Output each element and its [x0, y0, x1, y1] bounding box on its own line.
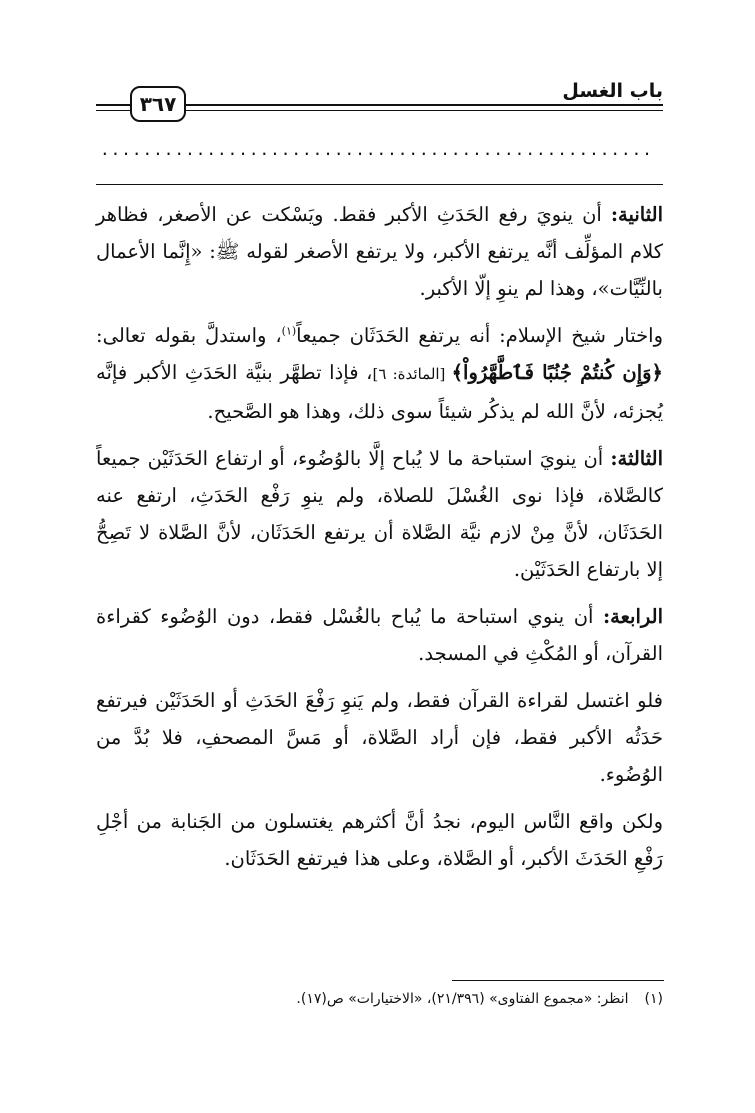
- footnote-item: [96, 988, 663, 1010]
- paragraph-text: أن ينويَ استباحة ما لا يُباح إلَّا بالوُضُوء، أو ارتفاع الحَدَثَيْن جميعاً كالصَّلاة، فإذا نوى الغُسْلَ للصلاة، ولم ينوِ رَفْع الحَدَثِ، ارتفع عنه الحَدَثَان، لأنَّ مِنْ لازم نيَّة الصَّلاة أن يرتفع الحَدَثَان، لأنَّ الصَّلاة لا تَصِحُّ إلا بارتفاع الحَدَثَيْن.: [96, 447, 663, 581]
- section-dots: ....................................................: [100, 140, 653, 159]
- footnote-rule: [452, 980, 664, 981]
- page-number: ٣٦٧: [130, 86, 186, 122]
- header-rule-right-thin: [186, 110, 663, 111]
- main-text: [96, 196, 663, 887]
- paragraph-quran-reading: [96, 682, 663, 793]
- header-rule-left: [96, 104, 130, 106]
- paragraph-lead: الرابعة:: [602, 605, 663, 628]
- paragraph-text: ، فإذا تطهَّر بنيَّة الحَدَثِ الأكبر فإنَّه يُجزئه، لأنَّ الله لم يذكُر شيئاً سوى ذلك، وهذا هو الصَّحيح.: [96, 361, 663, 423]
- paragraph-text: أن ينوي استباحة ما يُباح بالغُسْل فقط، دون الوُضُوء كقراءة القرآن، أو المُكْثِ في المسجد.: [96, 605, 663, 665]
- header-rule-left-thin: [96, 110, 130, 111]
- paragraph-text: فلو اغتسل لقراءة القرآن فقط، ولم يَنوِ رَفْعَ الحَدَثِ أو الحَدَثَيْن فيرتفع حَدَثُه الأكبر فقط، فإن أراد الصَّلاة، أو مَسَّ المصحفِ، فلا بُدَّ من الوُضُوء.: [96, 689, 663, 786]
- paragraph-sheikh-opinion: [96, 317, 663, 430]
- paragraph-second-case: [96, 196, 663, 307]
- paragraph-text: ولكن واقع النَّاس اليوم، نجدُ أنَّ أكثرهم يغتسلون من الجَنابة من أجْلِ رَفْعِ الحَدَثَ الأكبر، أو الصَّلاة، وعلى هذا فيرتفع الحَدَثَان.: [96, 810, 663, 870]
- section-divider: [96, 184, 663, 185]
- paragraph-lead: الثانية:: [610, 203, 663, 226]
- paragraph-fourth-case: [96, 598, 663, 672]
- paragraph-third-case: [96, 440, 663, 588]
- paragraph-text: أن ينويَ رفع الحَدَثِ الأكبر فقط. ويَسْكت عن الأصغر، فظاهر كلام المؤلِّف أنَّه يرتفع الأكبر، ولا يرتفع الأصغر لقوله ﷺ: «إِنَّما الأعمال بالنِّيَّات»، وهذا لم ينوِ إلّا الأكبر.: [96, 203, 663, 300]
- quran-verse: ﴿وَإِن كُنتُمْ جُنُبًا فَٱطَّهَّرُواْ﴾: [451, 361, 663, 384]
- header-rule-right: [186, 104, 663, 106]
- footnote-marker: (١): [644, 991, 663, 1007]
- footnote-text: انظر: «مجموع الفتاوى» (٢١/٣٩٦)، «الاختيارات» ص(١٧).: [296, 991, 629, 1007]
- paragraph-text: واختار شيخ الإسلام: أنه يرتفع الحَدَثَان جميعاً: [296, 324, 663, 347]
- footnote-reference: (١): [281, 324, 297, 338]
- paragraph-lead: الثالثة:: [610, 447, 663, 470]
- chapter-title: باب الغسل: [562, 80, 663, 102]
- paragraph-people-today: [96, 803, 663, 877]
- paragraph-text: ، واستدلَّ بقوله تعالى:: [96, 324, 282, 347]
- verse-reference: [المائدة: ٦]: [372, 365, 452, 383]
